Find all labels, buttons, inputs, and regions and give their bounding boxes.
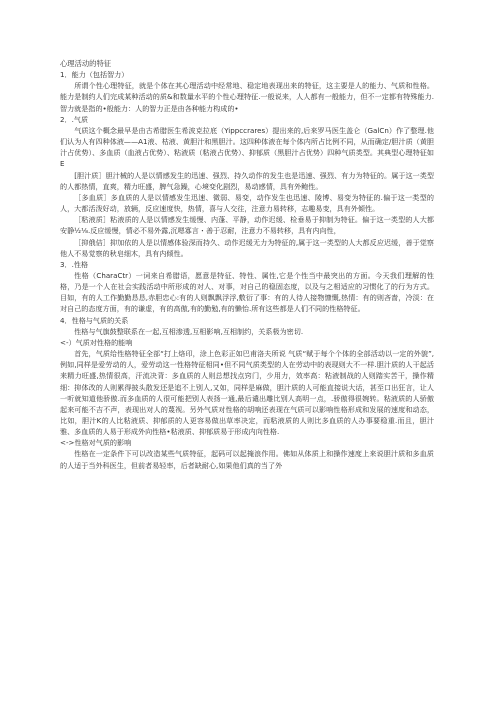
paragraph-relationship: 性格与气旗鼓整联系在一起,互相渗透,互相影响,互相制约，关系极为密切.	[74, 326, 304, 336]
paragraph-choleric: [胆汁质］胆汁械的人是以情感发生的迅速、强烈、持久动作的发生也是迅速、强烈、有力为特征的。属于这一类型的人都热情，直爽，精力旺盛，脾气急躁，心境变化剧烈，易动感情，具有外鲍性。	[60, 170, 434, 191]
paragraph-ability: 所谓个性心理特征，就是个体在其心理活动中经常地、稳定地表现出来的特征，这主要是人的能力、气质和性格。能力是制约人们完成某种活动的质&和数量水平的个性心理特征.一般说来，人人都有一般能力，但不一定都有特殊能力.智力就是指的•般能力：人的智力正是由各种能力构成的•	[60, 81, 434, 113]
document-title: 心理活动的特征	[60, 59, 112, 68]
paragraph-sanguine: ［多血质］多血质的人是以情感发生迅速、微弱、易变，动作发生也迅速、陵博、易变为特征的.偏于这一类型的人，大都活泼好动，放辆，反应速度快，热情，喜与人交往，注意力易转移，志趣易变，具有外倾性。	[60, 192, 434, 214]
paragraph-temperament-influence: 首先，气质给性格特征全部“打上烙印，涂上色彩正如巴甫洛夫所说 气质“赋于每个个体的全部活动以一定的外貌”,例如,同样是爱劳动的人，爱劳动这一性格特征相同•但不同气质类型的人在劳动中的表现则大不一样.胆汁质的人干起活来精力旺盛,热情很高，汗流决背：多血质的人则总想找点窍门，少用力，效率高：粘液制战的人则踏实苦干，操作精细：抑体改的人则累得披头散发还是追不上别人,又如，同样是麻做，胆汁质的人可能直接说大话，甚至口出狂言，让人一听就知道他骄傲.而多血质的人很可能把别人表扬一通,最后谴出雕比别人高明一点，.骄傲得很婉转。粘液质的人骄傲起来可能不吉不声，表现出对人的蔑视。另外气质对性格的胡响还表现在气质可以影响性格形成和发展的速度和动态，比如，胆汁K的人比粘液质、抑郁质的人更容易做出草率决定，而粘液质的人则比多血质的人办事要稳重.而且，胆汁雅、多血质的人易于形成外向性格•粘液质、抑郁质易于形成内向性格.	[60, 349, 434, 437]
section-heading-relationship: 4．性格与气质的关系	[60, 315, 129, 325]
paragraph-temperament-origin: 气质这个概念最早是由古希腊医生希波克拉底（Yippccrares）提出来的,后来罗马医生盖仑（GalCn）作了整理.他们认为人有四种体液——A1液、枯液、黄胆汁和黑胆汁。这四种体液在每个体内所占比例不同，从而确定/胆汁质（黄胆汁占优势）、多血质（血液占优势）、粘液质（粘液占优势）、抑郁质（黑胆汁占优势）四种气质类型。其典型心理特征如E	[60, 125, 434, 169]
paragraph-melancholic: ［抑俄佶］抑加依的人是以情感体验深而持久、动作迟缓无力为特征的,属于这一类型的人大都反应迟缓，善于觉察他人不易觉察的秋皂细木，具有内倾性。	[60, 237, 434, 258]
section-heading-temperament: 2．.气质	[60, 114, 89, 124]
paragraph-character: 性格（CharaCtr）一词来自希腊语，愿意是特征、特性、属性,它是个性当中最突出的方面。今天我们理解的性格，乃是一个人在社会实践活动中所形成的对人、对事，对自己的稳固态度，以及与之相适应的习惯化了的行为方式。目如，有的人工作勤勤恳恳,赤胆忠心:有的人则飘飘浮浮,敷衍了事：有的人待人接物慷慨,热情：有的则吝啬，冷淡：在对自己的态度方面，有的谦虚，有的高傲,有的勤勉,有的懒怡.所有这些都是人们不同的性格特征。	[60, 270, 434, 314]
subsection-heading-character-influence: <->性格对气质的影响	[60, 438, 132, 448]
section-heading-ability: 1．能力（包括智力）	[60, 70, 129, 80]
paragraph-character-influence: 性格在一定条件下可以改造某些气质特征，起码可以起掩浪作用。佛如从体质上和操作速度上来说胆汁质和多血质的人适于当外科医生，但前者易轻率，后者缺耐心,如果他们真的当了外	[60, 449, 434, 470]
paragraph-phlegmatic: ［粘液质］粘液质的人是以情感发生缓慢、内蓬、平静，动作迟缓、检垂易于抑制为特征。偏于这一类型的人大都安静½⅛.反应缓慢，情必不易外露,沉嗯寡言・善于忍耐，注意力不易转移，具有内向性，	[60, 215, 434, 236]
section-heading-character: 3．.性格	[60, 259, 89, 269]
subsection-heading-temperament-influence: <-）气质对性格的能响	[60, 337, 133, 347]
